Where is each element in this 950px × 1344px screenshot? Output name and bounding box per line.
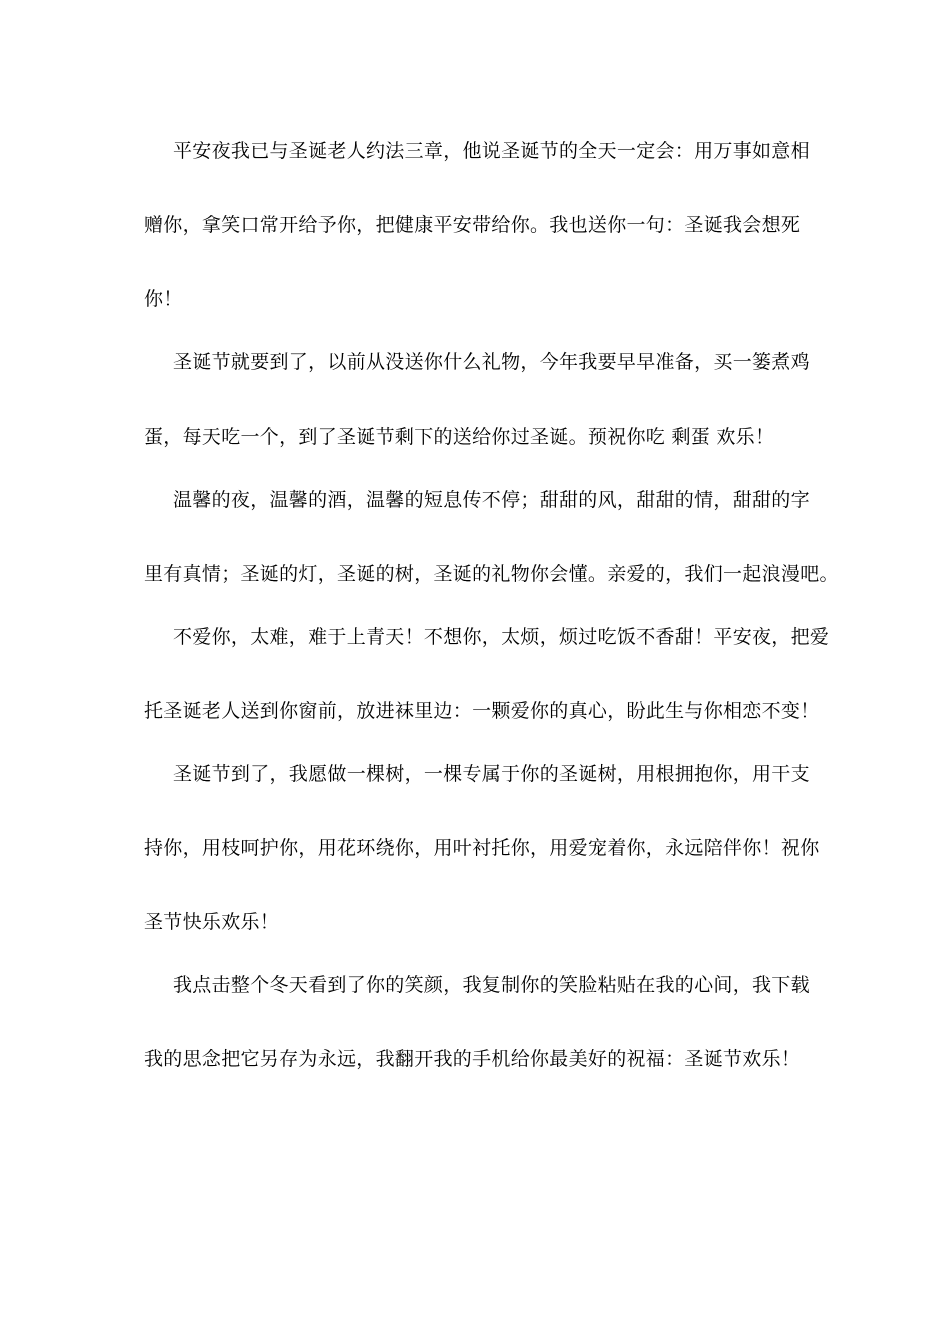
paragraph-6-line-1: 我点击整个冬天看到了你的笑颜，我复制你的笑脸粘贴在我的心间，我下载	[173, 974, 810, 996]
paragraph-2-line-1: 圣诞节就要到了，以前从没送你什么礼物，今年我要早早准备，买一篓煮鸡	[173, 351, 810, 373]
paragraph-1-line-1: 平安夜我已与圣诞老人约法三章，他说圣诞节的全天一定会：用万事如意相	[173, 140, 810, 162]
paragraph-5-line-3: 圣节快乐欢乐！	[144, 911, 280, 933]
paragraph-1-line-3: 你！	[144, 288, 183, 310]
paragraph-4-line-1: 不爱你，太难，难于上青天！不想你，太烦，烦过吃饭不香甜！平安夜，把爱	[173, 626, 830, 648]
paragraph-4-line-2: 托圣诞老人送到你窗前，放进袜里边：一颗爱你的真心，盼此生与你相恋不变！	[144, 700, 820, 722]
paragraph-3-line-1: 温馨的夜，温馨的酒，温馨的短息传不停；甜甜的风，甜甜的情，甜甜的字	[173, 489, 810, 511]
paragraph-3-line-2: 里有真情；圣诞的灯，圣诞的树，圣诞的礼物你会懂。亲爱的，我们一起浪漫吧。	[144, 563, 839, 585]
paragraph-6-line-2: 我的思念把它另存为永远，我翻开我的手机给你最美好的祝福：圣诞节欢乐！	[144, 1048, 801, 1070]
paragraph-5-line-2: 持你，用枝呵护你，用花环绕你，用叶衬托你，用爱宠着你，永远陪伴你！祝你	[144, 837, 820, 859]
paragraph-5-line-1: 圣诞节到了，我愿做一棵树，一棵专属于你的圣诞树，用根拥抱你，用干支	[173, 763, 810, 785]
paragraph-2-line-2: 蛋，每天吃一个，到了圣诞节剩下的送给你过圣诞。预祝你吃 剩蛋 欢乐！	[144, 426, 775, 448]
paragraph-1-line-2: 赠你，拿笑口常开给予你，把健康平安带给你。我也送你一句：圣诞我会想死	[144, 214, 801, 236]
